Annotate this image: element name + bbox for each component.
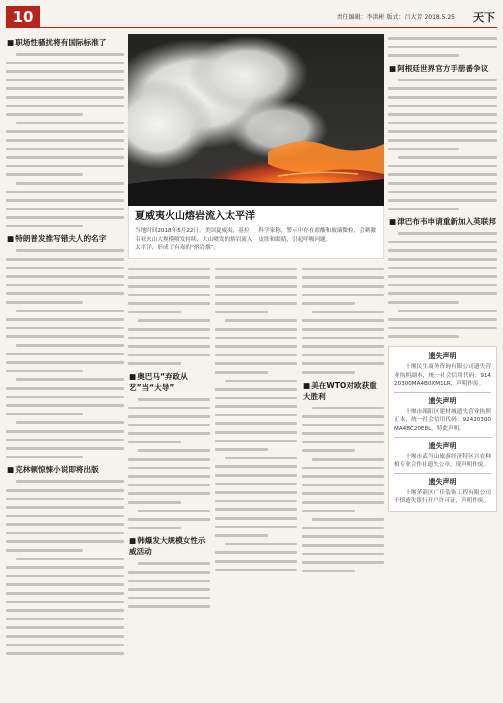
notice-text: 十堰市武当山旅游经济特区兴农种植专业合作社遗失公章，现声明作废。 xyxy=(394,453,491,469)
masthead-info: 责任编辑：李洪彬 版式：吕大芳 2018.5.25 xyxy=(336,14,455,21)
notice-text: 十堰茅箭区广佳装饰工程有限公司不慎遗失银行开户许可证，声明作废。 xyxy=(394,489,491,505)
column-left xyxy=(6,34,124,696)
column-center-left xyxy=(128,265,210,611)
center-area xyxy=(128,34,384,611)
masthead xyxy=(6,6,497,28)
column-center-right xyxy=(302,265,384,611)
volcano-lava-photo xyxy=(128,34,384,206)
column-center-middle xyxy=(215,265,297,611)
notice-title: 遗失声明 xyxy=(428,396,457,405)
article-headline: ■ 职场性骚扰将有国际标准了 xyxy=(6,37,124,48)
caption-text-tail: 科学家称，警示中存在盐酸和玻璃微粒，会刺激皮肤和眼睛，引起呼吸问题。 xyxy=(258,228,376,243)
photo-caption xyxy=(128,206,384,259)
article-headline: ■ 美在WTO对欧获重大胜利 xyxy=(302,380,384,402)
column-right xyxy=(388,34,497,696)
lost-notices-box xyxy=(388,346,497,512)
caption-title: 夏威夷火山熔岩流入太平洋 xyxy=(135,211,255,222)
article-headline: ■ 克林顿惊悚小说即将出版 xyxy=(6,464,124,475)
notice-title: 遗失声明 xyxy=(428,477,457,486)
article-headline: ■ 奥巴马“弃政从艺”当“大导” xyxy=(128,371,210,393)
article-headline: ■ 津巴布韦申请重新加入英联邦 xyxy=(388,216,497,227)
article-headline: ■ 阿根廷世界官方手册番争议 xyxy=(388,63,497,74)
article-body xyxy=(6,477,124,657)
notice-text: 十堰民生商务咨询有限公司遗失营业执照副本，统一社会信用代码：91420300MA4B0XM1LR，声明作废。 xyxy=(394,364,491,388)
article-body xyxy=(6,246,124,461)
article-body xyxy=(6,50,124,230)
article-headline: ■ 韩爆发大规模女性示威活动 xyxy=(128,535,210,557)
notice-text: 十堰市郧阳区建材城遗失营业执照正本，统一社会信用代码：92420300MA4BC20E8L，特此声明。 xyxy=(394,408,491,432)
notice-title: 遗失声明 xyxy=(428,352,457,360)
page-number: 10 xyxy=(6,6,40,28)
notice-title: 遗失声明 xyxy=(428,441,457,450)
section-name: 天下 xyxy=(473,11,495,24)
caption-text-lead: 当地时间2018年5月22日，美国夏威夷，基拉韦亚火山大规模喷发持续，大山喷发的熔岩流入太平洋，形成了有毒的“熔岩烟”。 xyxy=(135,228,253,252)
article-headline: ■ 特朗普发推写错夫人的名字 xyxy=(6,233,124,244)
